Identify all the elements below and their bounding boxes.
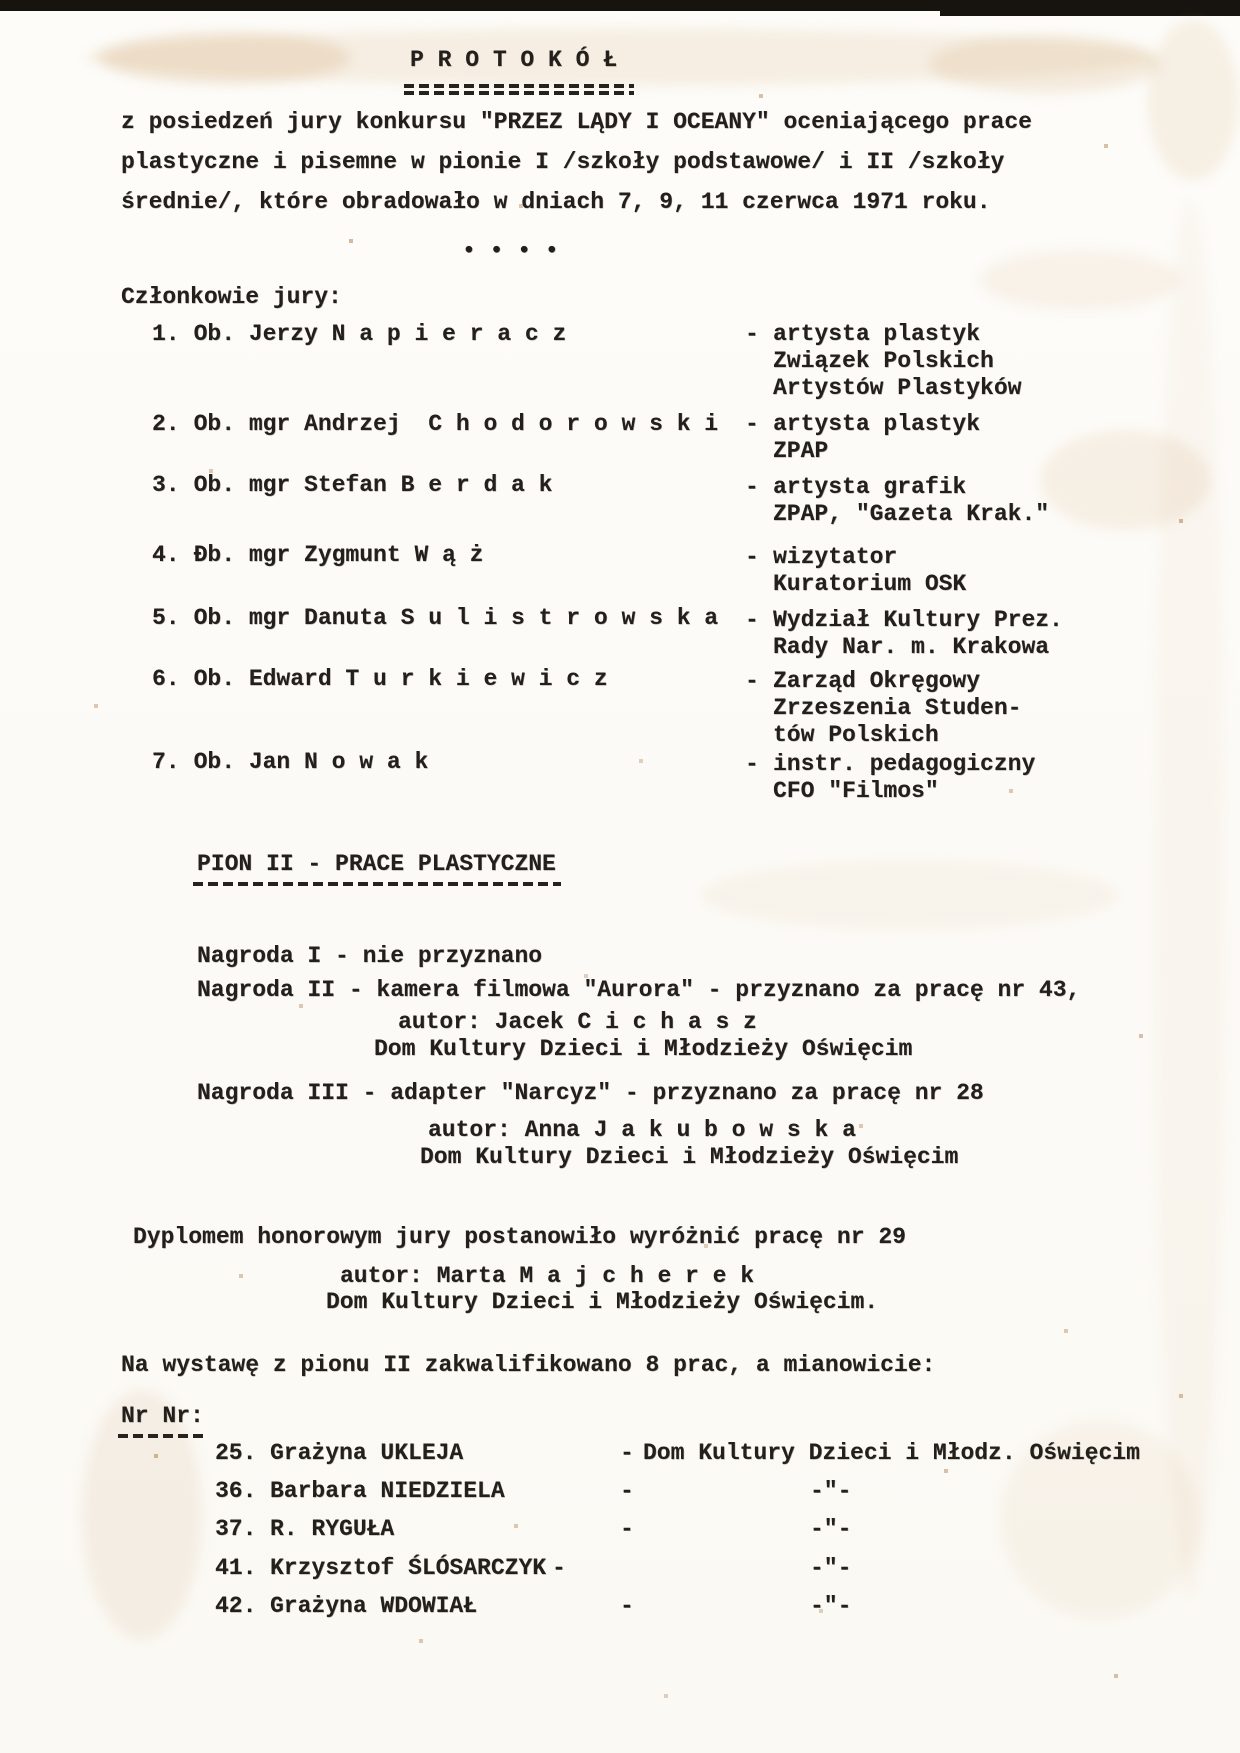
scan-stain — [930, 35, 1160, 93]
dash: - — [620, 1478, 634, 1504]
exhibition-line: Na wystawę z pionu II zakwalifikowano 8 prac, a mianowicie: — [121, 1352, 936, 1378]
jury-member-number: 4. — [152, 542, 180, 568]
entry-row-25 — [0, 1440, 1240, 1470]
dash: - — [745, 544, 759, 570]
ditto-mark: -"- — [810, 1478, 852, 1504]
dash: - — [745, 751, 759, 777]
jury-member-role: artysta plastyk — [773, 321, 981, 347]
scan-stain — [100, 32, 350, 84]
jury-member-role: Zarząd Okręgowy — [773, 668, 981, 694]
jury-member-number: 2. — [152, 411, 180, 437]
intro-line-1: z posiedzeń jury konkursu "PRZEZ LĄDY I OCEANY" oceniającego prace — [121, 109, 1032, 135]
entry-number: 37. — [215, 1516, 257, 1542]
jury-member-name: Ob. Jerzy N a p i e r a c z — [193, 321, 567, 347]
jury-member-role: artysta grafik — [773, 474, 967, 500]
jury-member-role: Zrzeszenia Studen- — [773, 695, 1022, 721]
jury-member-name: Ob. mgr Stefan B e r d a k — [193, 472, 553, 498]
list-heading: Nr Nr: — [121, 1403, 204, 1429]
dash: - — [552, 1555, 566, 1581]
scan-stain — [700, 860, 1120, 930]
entry-number: 36. — [215, 1478, 257, 1504]
jury-member-name: Ðb. mgr Zygmunt W ą ż — [193, 542, 484, 568]
dash: - — [745, 411, 759, 437]
jury-member-4 — [152, 541, 483, 569]
jury-member-number: 5. — [152, 605, 180, 631]
jury-member-role: artysta plastyk — [773, 411, 981, 437]
award-2-org: Dom Kultury Dzieci i Młodzieży Oświęcim — [374, 1036, 913, 1062]
honor-org: Dom Kultury Dzieci i Młodzieży Oświęcim. — [326, 1289, 879, 1315]
jury-member-role: tów Polskich — [773, 722, 939, 748]
jury-member-7 — [152, 748, 428, 776]
intro-line-2: plastyczne i pisemne w pionie I /szkoły podstawowe/ i II /szkoły — [121, 149, 1005, 175]
entry-row-41 — [0, 1555, 1240, 1585]
scan-edge-artifact — [940, 0, 1240, 16]
award-3-org: Dom Kultury Dzieci i Młodzieży Oświęcim — [420, 1144, 959, 1170]
jury-member-1 — [152, 320, 566, 348]
dash: - — [745, 474, 759, 500]
jury-member-name: Ob. Jan N o w a k — [193, 749, 429, 775]
jury-member-role: wizytator — [773, 544, 898, 570]
award-2-author: autor: Jacek C i c h a s z — [398, 1009, 757, 1035]
scan-stain — [1148, 20, 1238, 180]
jury-member-role: Wydział Kultury Prez. — [773, 607, 1063, 633]
jury-member-name: Ob. mgr Danuta S u l i s t r o w s k a — [193, 605, 719, 631]
intro-line-3: średnie/, które obradowało w dniach 7, 9, 11 czerwca 1971 roku. — [121, 189, 991, 215]
dash: - — [620, 1593, 634, 1619]
jury-member-3 — [152, 471, 552, 499]
section-heading-underline — [193, 882, 561, 886]
title-underline — [404, 84, 634, 95]
jury-member-role: Związek Polskich — [773, 348, 994, 374]
entry-name: Krzysztof ŚLÓSARCZYK — [270, 1555, 547, 1581]
jury-member-6 — [152, 665, 608, 693]
list-heading-underline — [118, 1434, 206, 1438]
entry-name: Grażyna UKLEJA — [270, 1440, 464, 1466]
entry-row-36 — [0, 1478, 1240, 1508]
scan-stain — [1040, 430, 1210, 530]
entry-number: 42. — [215, 1593, 257, 1619]
award-2-line: Nagroda II - kamera filmowa "Aurora" - przyznano za pracę nr 43, — [197, 977, 1081, 1003]
jury-member-role: ZPAP, "Gazeta Krak." — [773, 501, 1050, 527]
entry-org: Dom Kultury Dzieci i Młodz. Oświęcim — [643, 1440, 1140, 1466]
ditto-mark: -"- — [810, 1516, 852, 1542]
entry-name: Grażyna WDOWIAŁ — [270, 1593, 478, 1619]
section-heading: PION II - PRACE PLASTYCZNE — [197, 851, 556, 877]
scan-stain — [85, 28, 1155, 86]
scan-stain — [980, 250, 1180, 310]
jury-member-number: 6. — [152, 666, 180, 692]
jury-member-role: Kuratorium OSK — [773, 571, 967, 597]
separator-dots: • • • • — [462, 238, 559, 264]
honor-line: Dyplomem honorowym jury postanowiło wyróżnić pracę nr 29 — [133, 1224, 906, 1250]
jury-member-name: Ob. Edward T u r k i e w i c z — [193, 666, 608, 692]
scan-stain — [1155, 200, 1225, 1600]
entry-number: 25. — [215, 1440, 257, 1466]
dash: - — [745, 668, 759, 694]
jury-member-role: Artystów Plastyków — [773, 375, 1022, 401]
dash: - — [620, 1440, 634, 1466]
dash: - — [745, 607, 759, 633]
entry-name: Barbara NIEDZIELA — [270, 1478, 505, 1504]
jury-member-role: ZPAP — [773, 438, 829, 464]
jury-member-role: instr. pedagogiczny — [773, 751, 1036, 777]
jury-member-number: 3. — [152, 472, 180, 498]
ditto-mark: -"- — [810, 1555, 852, 1581]
ditto-mark: -"- — [810, 1593, 852, 1619]
jury-member-number: 7. — [152, 749, 180, 775]
jury-member-number: 1. — [152, 321, 180, 347]
entry-number: 41. — [215, 1555, 257, 1581]
document-title: P R O T O K Ó Ł — [410, 47, 618, 73]
award-3-author: autor: Anna J a k u b o w s k a — [428, 1117, 856, 1143]
jury-member-role: Rady Nar. m. Krakowa — [773, 634, 1050, 660]
award-1-line: Nagroda I - nie przyznano — [197, 943, 543, 969]
jury-member-role: CFO "Filmos" — [773, 778, 939, 804]
jury-member-name: Ob. mgr Andrzej C h o d o r o w s k i — [193, 411, 719, 437]
jury-heading: Członkowie jury: — [121, 284, 342, 310]
entry-row-42 — [0, 1593, 1240, 1623]
jury-member-5 — [152, 604, 718, 632]
honor-author: autor: Marta M a j c h e r e k — [340, 1263, 755, 1289]
entry-name: R. RYGUŁA — [270, 1516, 395, 1542]
entry-row-37 — [0, 1516, 1240, 1546]
dash: - — [620, 1516, 634, 1542]
award-3-line: Nagroda III - adapter "Narcyz" - przyznano za pracę nr 28 — [197, 1080, 984, 1106]
jury-member-2 — [152, 410, 718, 438]
dash: - — [745, 321, 759, 347]
